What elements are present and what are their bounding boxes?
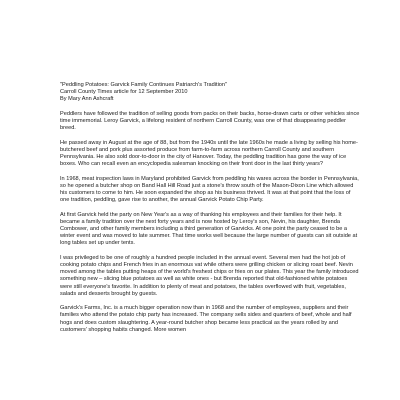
article-byline: By Mary Ann Ashcraft xyxy=(60,96,114,103)
paragraph-5: I was privileged to be one of roughly a hundred people included in the annual event. Several men had the hot job of cooking potato chips and French fries in an enormous vat while others were grilling chicken or slicing roast beef. Nevin moved among the tables putting heaps of the world's freshest chips or fries on our plates. This year the family introduced something new – slicing blue potatoes as well as white ones - but Brenda reported that old-fashioned white potatoes were still everyone's favorite. In addition to plenty of meat and potatoes, the tables overflowed with fruit, vegetables, salads and desserts brought by guests. xyxy=(60,254,359,297)
article-header xyxy=(60,82,360,104)
paragraph-2: He passed away in August at the age of 88, but from the 1940s until the late 1960s he made a living by selling his home-butchered beef and pork plus assorted produce from farm-to-farm across northern Carroll County and southern Pennsylvania. He also sold door-to-door in the city of Hanover. Today, the peddling tradition has gone the way of ice boxes. Who can recall even an encyclopedia salesman knocking on their front door in the last thirty years? xyxy=(60,139,358,168)
paragraph-4: At first Garvick held the party on New Year's as a way of thanking his employees and their families for their help. It became a family tradition over the next forty years and is now hosted by Leroy's son, Nevin, his daughter, Brenda Combower, and other family members including a third generation of Garvicks. At one point the party ceased to be a winter event and was moved to late summer. That time works well because the large number of guests can sit outside at long tables set up under tents. xyxy=(60,211,358,247)
article-body xyxy=(60,82,360,341)
paragraph-1: Peddlers have followed the tradition of selling goods from packs on their backs, horse-drawn carts or other vehicles since time immemorial. Leroy Garvick, a lifelong resident of northern Carroll County, was one of that disappearing peddler breed. xyxy=(60,110,360,132)
article-source: Carroll County Times article for 12 September 2010 xyxy=(60,89,188,96)
article-title: "Peddling Potatoes: Garvick Family Continues Patriarch's Tradition" xyxy=(60,82,228,88)
paragraph-6: Garvick's Farms, Inc. is a much bigger operation now than in 1968 and the number of employees, suppliers and their families who attend the potato chip party has increased. The company sells sides and quarters of beef, whole and half hogs and does custom slaughtering. A year-round butcher shop became less practical as the years rolled by and customers' shopping habits changed. More women xyxy=(60,305,352,333)
paragraph-3: In 1968, meat inspection laws in Maryland prohibited Garvick from peddling his wares across the border in Pennsylvania, so he opened a butcher shop on Band Hall Hill Road just a stone's throw south of the Mason-Dixon Line which allowed his customers to come to him. He soon expanded the shop as his business thrived. It was at that point that the loss of one tradition, peddling, gave rise to another, the annual Garvick Potato Chip Party. xyxy=(60,175,359,204)
